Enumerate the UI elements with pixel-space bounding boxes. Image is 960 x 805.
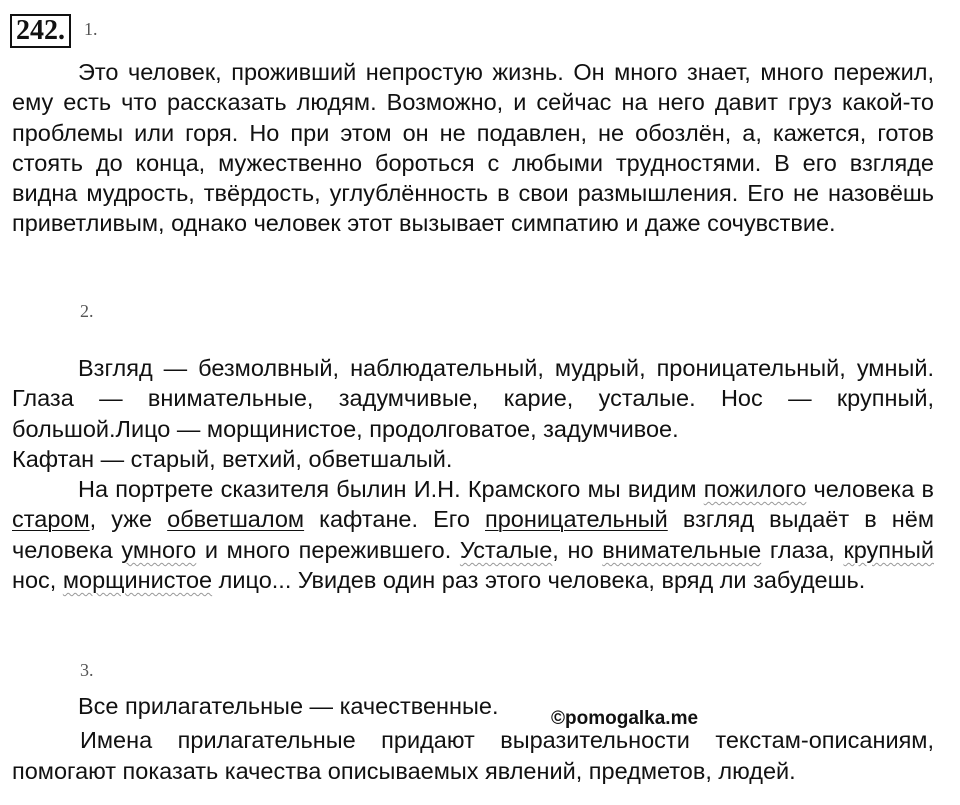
underlined-adjective: Усталые — [459, 536, 553, 563]
underlined-adjective: проницательный — [485, 506, 668, 533]
underlined-adjective: крупный — [843, 536, 935, 563]
text-run: нос, — [12, 567, 63, 594]
section-3-paragraph-1: Все прилагательные — качественные. — [78, 693, 499, 719]
underlined-adjective: морщинистое — [62, 567, 213, 594]
section-2-text — [12, 353, 934, 595]
underlined-adjective: обветшалом — [167, 506, 305, 533]
underlined-adjective: старом — [12, 506, 90, 533]
text-run: На портрете сказителя былин И.Н. Крамского мы видим — [78, 476, 704, 503]
exercise-number: 242. — [10, 14, 71, 48]
section-3-text — [12, 691, 934, 786]
underlined-adjective: умного — [121, 536, 197, 563]
section-number-3: 3. — [80, 660, 94, 680]
text-run: , но — [552, 536, 603, 563]
section-2-paragraph-2: Кафтан — старый, ветхий, обветшалый. — [12, 445, 453, 472]
section-1-text — [12, 57, 934, 239]
section-1-paragraph: Это человек, проживший непростую жизнь. Он много знает, много пережил, ему есть что рассказать людям. Возможно, и сейчас на него давит груз какой-то проблемы или горя. Но при этом он не подавлен, не обозлён, а, кажется, готов стоять до конца, мужественно бороться с любыми трудностями. В его взгляде видна мудрость, твёрдость, углублённость в свои размышления. Его не назовёшь приветливым, однако человек этот вызывает симпатию и даже сочувствие. — [12, 59, 934, 237]
section-2-paragraph-1: Взгляд — безмолвный, наблюдательный, мудрый, проницательный, умный. Глаза — внимательные, задумчивые, карие, усталые. Нос — крупный, большой.Лицо — морщинистое, продолговатое, задумчивое. — [12, 355, 934, 442]
text-run: кафтане. Его — [304, 506, 486, 533]
watermark: ©pomogalka.me — [551, 708, 699, 729]
text-run: глаза, — [761, 536, 844, 563]
section-2-paragraph-3 — [12, 474, 934, 595]
section-number-2: 2. — [80, 301, 94, 321]
text-run: взгляд выдаёт в нём человека — [12, 506, 935, 563]
text-run: человека в — [806, 476, 935, 503]
section-number-1: 1. — [84, 19, 98, 39]
section-3-paragraph-2: Имена прилагательные придают выразительности текстам-описаниям, помогают показать качества описываемых явлений, предметов, людей. — [12, 727, 934, 784]
text-run: , уже — [89, 506, 168, 533]
text-run: лицо... Увидев один раз этого человека, вряд ли забудешь. — [212, 567, 866, 594]
text-run: и много пережившего. — [196, 536, 460, 563]
underlined-adjective: внимательные — [602, 536, 762, 563]
underlined-adjective: пожилого — [703, 476, 807, 503]
